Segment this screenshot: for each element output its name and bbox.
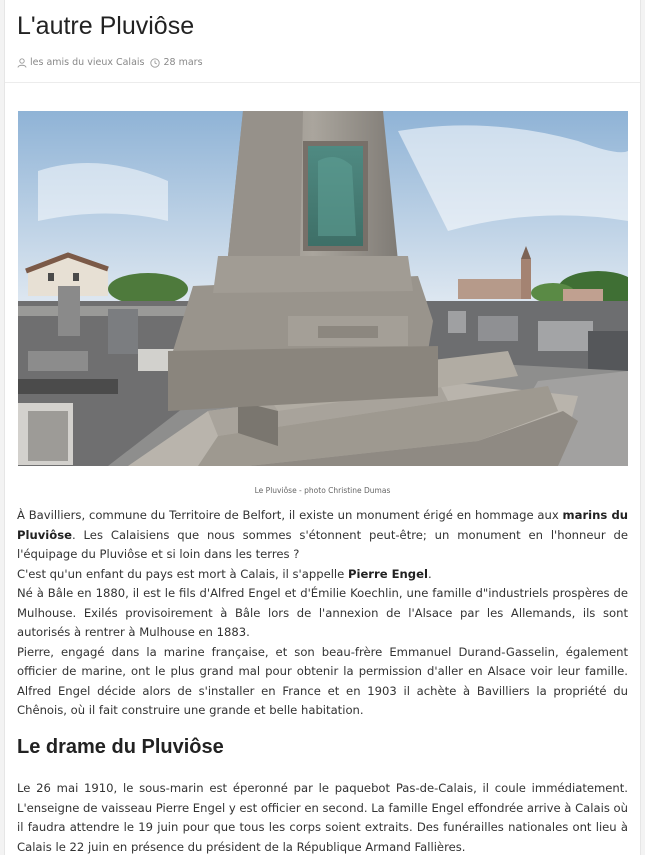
monument-photo bbox=[18, 111, 628, 466]
divider bbox=[5, 82, 640, 83]
paragraph-1: À Bavilliers, commune du Territoire de Belfort, il existe un monument érigé en hommage aux marins du Pluviôse. Les Calaisiens que nous sommes s'étonnent peut-être; un monument en l'honneur de l'équipage du Pluviôse et si loin dans les terres ? bbox=[17, 508, 629, 561]
bold-marins: marins du Pluviôse bbox=[17, 508, 629, 542]
section-heading: Le drame du Pluviôse bbox=[17, 736, 224, 758]
paragraph-4: Pierre, engagé dans la marine française, et son beau-frère Emmanuel Durand-Gasselin, également officier de marine, ont le plus grand mal pour obtenir la permission d'aller en Alsace voir leur famille. Alfred Engel décide alors de s'installer en France et en 1903 il achète à Bavilliers la propriété du Chênois, où il fait construire une grande et belle habitation. bbox=[17, 644, 628, 717]
user-icon bbox=[17, 58, 27, 68]
bold-pierre-engel: Pierre Engel bbox=[347, 566, 428, 581]
paragraph-5: Le 26 mai 1910, le sous-marin est éperonné par le paquebot Pas-de-Calais, il coule immédiatement. L'enseigne de vaisseau Pierre Engel y est officier en second. La famille Engel effondrée arrive à Calais où il faudra attendre le 19 juin pour que tous les corps soient extraits. Des funérailles nationales ont lieu à Calais le 22 juin en présence du président de la République Armand Fallières. bbox=[17, 781, 628, 854]
section-body bbox=[17, 779, 628, 855]
date bbox=[150, 57, 202, 68]
article-body bbox=[17, 506, 628, 721]
date-text: 28 mars bbox=[163, 57, 203, 68]
paragraph-3: Né à Bâle en 1880, il est le fils d'Alfred Engel et d'Émilie Koechlin, une famille d"industriels prospères de Mulhouse. Exilés provisoirement à Bâle lors de l'annexion de l'Alsace par les Allemands, ils sont autorisés à rentrer à Mulhouse en 1883. bbox=[17, 586, 628, 639]
author-link[interactable] bbox=[17, 57, 144, 68]
clock-icon bbox=[150, 58, 160, 68]
page-title: L'autre Pluviôse bbox=[17, 12, 195, 40]
photo-caption: Le Pluviôse - photo Christine Dumas bbox=[254, 486, 391, 495]
article-meta bbox=[17, 57, 203, 68]
author-name: les amis du vieux Calais bbox=[30, 57, 145, 68]
monument-image bbox=[18, 111, 628, 466]
paragraph-2: C'est qu'un enfant du pays est mort à Calais, il s'appelle Pierre Engel. bbox=[17, 566, 432, 581]
article-card bbox=[4, 0, 641, 855]
